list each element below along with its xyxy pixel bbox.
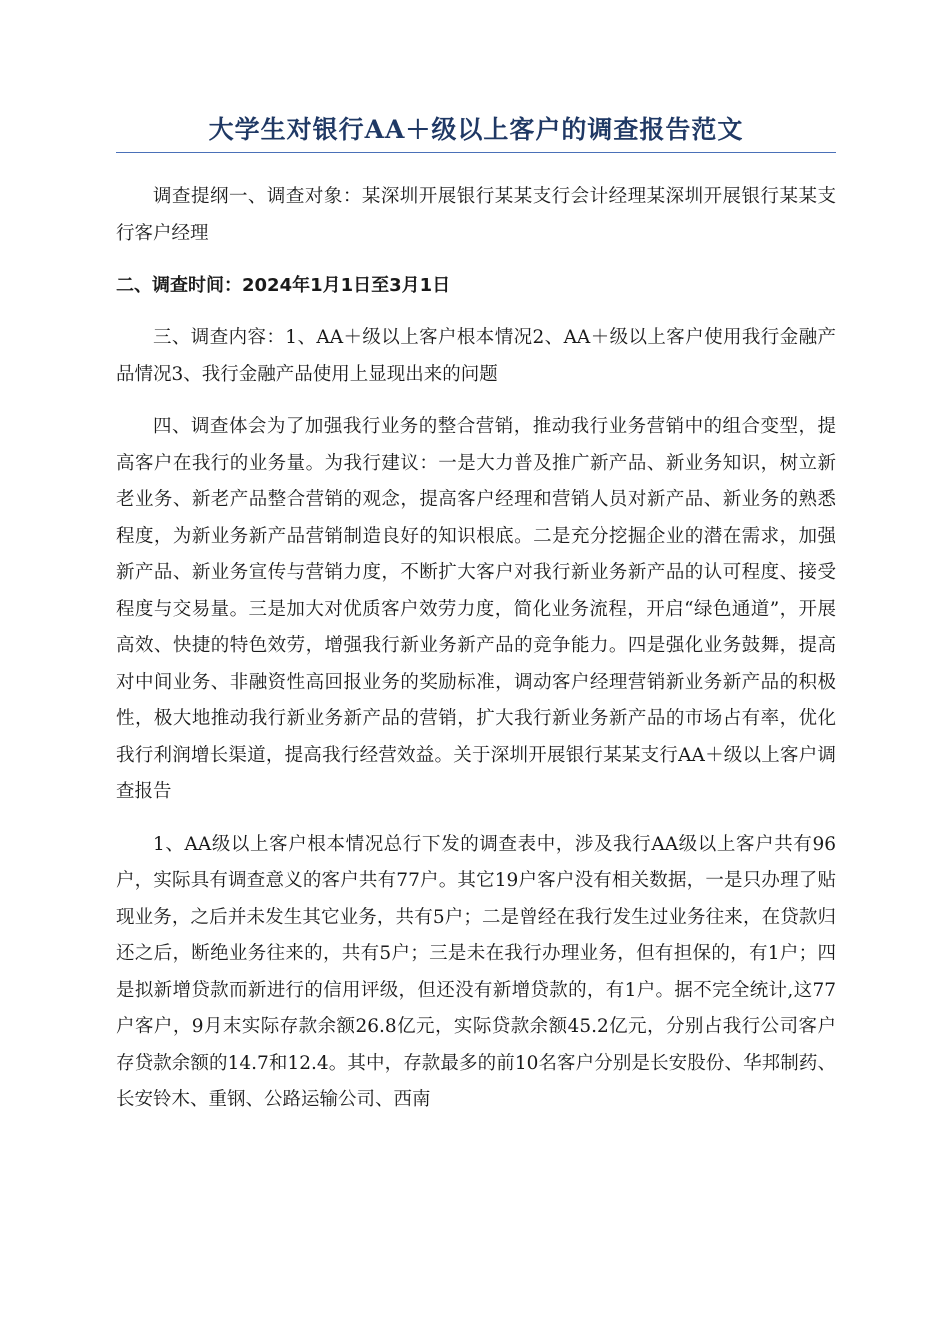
paragraph-client-overview: 1、AA级以上客户根本情况总行下发的调查表中，涉及我行AA级以上客户共有96户，实际具有调查意义的客户共有77户。其它19户客户没有相关数据，一是只办理了贴现业务，之后并未发生其它业务，共有5户；二是曾经在我行发生过业务往来，在贷款归还之后，断绝业务往来的，共有5户；三是未在我行办理业务，但有担保的，有1户；四是拟新增贷款而新进行的信用评级，但还没有新增贷款的，有1户。据不完全统计,这77户客户，9月末实际存款余额26.8亿元，实际贷款余额45.2亿元，分别占我行公司客户存贷款余额的14.7和12.4。其中，存款最多的前10名客户分别是长安股份、华邦制药、长安铃木、重钢、公路运输公司、西南 — [116, 833, 836, 1110]
document-page — [116, 110, 836, 1119]
paragraph-survey-content: 三、调查内容：1、AA＋级以上客户根本情况2、AA＋级以上客户使用我行金融产品情况3、我行金融产品使用上显现出来的问题 — [116, 327, 836, 385]
paragraph-survey-outline: 调查提纲一、调查对象：某深圳开展银行某某支行会计经理某深圳开展银行某某支行客户经理 — [116, 186, 836, 244]
paragraph-survey-insights: 四、调查体会为了加强我行业务的整合营销，推动我行业务营销中的组合变型，提高客户在我行的业务量。为我行建议：一是大力普及推广新产品、新业务知识，树立新老业务、新老产品整合营销的观念，提高客户经理和营销人员对新产品、新业务的熟悉程度，为新业务新产品营销制造良好的知识根底。二是充分挖掘企业的潜在需求，加强新产品、新业务宣传与营销力度，不断扩大客户对我行新业务新产品的认可程度、接受程度与交易量。三是加大对优质客户效劳力度，简化业务流程，开启“绿色通道”，开展高效、快捷的特色效劳，增强我行新业务新产品的竞争能力。四是强化业务鼓舞，提高对中间业务、非融资性高回报业务的奖励标准，调动客户经理营销新业务新产品的积极性，极大地推动我行新业务新产品的营销，扩大我行新业务新产品的市场占有率，优化我行利润增长渠道，提高我行经营效益。关于深圳开展银行某某支行AA＋级以上客户调查报告 — [116, 416, 836, 802]
document-title: 大学生对银行AA＋级以上客户的调查报告范文 — [116, 110, 836, 153]
section-heading-survey-time: 二、调查时间：2024年1月1日至3月1日 — [116, 275, 451, 296]
